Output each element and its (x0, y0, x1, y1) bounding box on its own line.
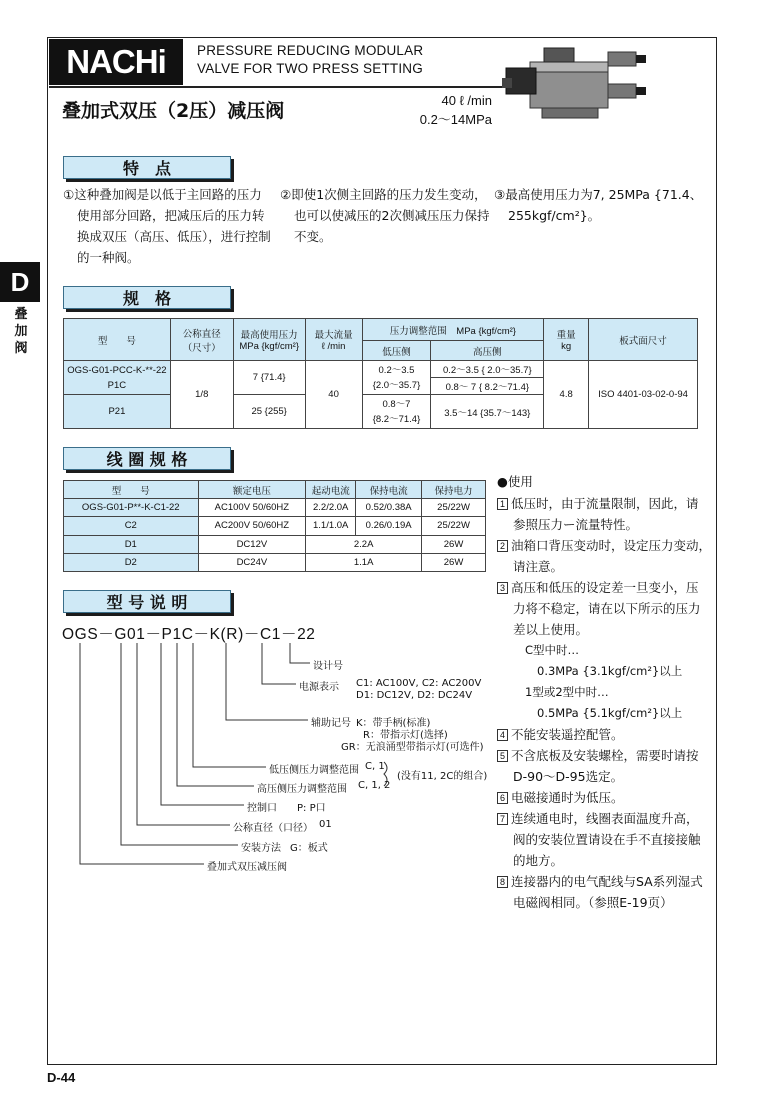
spec-row2-low: 0.8～7 {8.2～71.4} (362, 395, 431, 429)
model-code-string: OGS－G01－P1C－K(R)－C1－22 (62, 626, 316, 643)
coil-row-voltage: AC200V 50/60HZ (198, 517, 306, 535)
coil-row-model: C2 (64, 517, 199, 535)
legend-aux-gr: GR：无浪涌型带指示灯(可选件) (341, 742, 484, 753)
en-title-line-1: PRESSURE REDUCING MODULAR (197, 43, 424, 58)
spec-header-nominal: 公称直径 （尺寸） (170, 319, 233, 361)
coil-row-model: OGS-G01-P**-K-C1-22 (64, 499, 199, 517)
spec-row2-high: 3.5～14 {35.7～143} (431, 395, 544, 429)
coil-row-hold-power: 26W (422, 553, 486, 571)
legend-design: 设计号 (313, 661, 343, 672)
en-title-line-2: VALVE FOR TWO PRESS SETTING (197, 61, 423, 76)
legend-aux-k: K：带手柄(标准) (356, 718, 431, 729)
legend-power-values-1: C1: AC100V, C2: AC200V (356, 678, 482, 689)
legend-port: 控制口 (247, 803, 277, 814)
valve-product-image (500, 44, 650, 122)
coil-header-hold-current: 保持电流 (356, 481, 422, 499)
coil-header-hold-power: 保持电力 (422, 481, 486, 499)
coil-row-current: 2.2A (306, 535, 422, 553)
legend-mount-value: G：板式 (290, 843, 328, 854)
spec-header-max-flow: 最大流量 ℓ /min (305, 319, 362, 361)
feature-item-2: ②即使1次侧主回路的压力发生变动， 也可以使减压的2次侧减压压力保持 不变。 (280, 187, 490, 244)
spec-row1-low: 0.2～3.5 {2.0～35.7} (362, 361, 431, 395)
legend-power-values-2: D1: DC12V, D2: DC24V (356, 690, 473, 701)
spec-header-adjust-range: 压力调整范围 MPa {kgf/cm²} (362, 319, 544, 341)
coil-row-start-current: 2.2/2.0A (306, 499, 356, 517)
spec-row2-maxp: 25 {255} (233, 395, 305, 429)
spec-nominal: 1/8 (170, 361, 233, 429)
usage-note-6: 6 电磁接通时为低压。 (497, 787, 624, 808)
legend-combination-note: (没有11, 2C的组合) (397, 771, 488, 782)
legend-aux-r: R：带指示灯(选择) (363, 730, 448, 741)
usage-note-3: 3 高压和低压的设定差一旦变小，压 力将不稳定，请在以下所示的压力 差以上使用。 C型中时… 0.3MPa {3.1kgf/cm²}以上 1型或2型中时… 0.5MPa {5.1kgf/cm²}以上 (497, 577, 701, 724)
legend-nominal: 公称直径（口径） (233, 823, 313, 834)
coil-header-start-current: 起动电流 (306, 481, 356, 499)
coil-row-model: D1 (64, 535, 199, 553)
coil-row-hold-power: 25/22W (422, 517, 486, 535)
coil-header-model: 型 号 (64, 481, 199, 499)
spec-maxflow: 40 (305, 361, 362, 429)
nachi-logo: NACHi (49, 39, 183, 85)
coil-row-voltage: DC24V (198, 553, 306, 571)
spec-header-low: 低压侧 (362, 341, 431, 361)
spec-header-face: 板式面尺寸 (589, 319, 698, 361)
page-number: D-44 (47, 1070, 76, 1085)
usage-note-8: 8 连接器内的电气配线与SA系列湿式 电磁阀相同。（参照E-19页） (497, 871, 703, 913)
usage-title: ●使用 (497, 474, 533, 489)
legend-port-value: P: P口 (297, 803, 326, 814)
coil-row-hold-power: 26W (422, 535, 486, 553)
legend-aux: 辅助记号 (311, 718, 351, 729)
coil-row-hold-current: 0.52/0.38A (356, 499, 422, 517)
usage-note-5: 5 不含底板及安装螺栓，需要时请按 D-90～D-95选定。 (497, 745, 699, 787)
legend-high-range-values: C, 1, 2 (358, 780, 391, 791)
section-tab-label: 叠加阀 (14, 307, 28, 356)
spec-row1-high-b: 0.8～ 7 { 8.2～71.4} (431, 378, 544, 395)
feature-item-1: ①这种叠加阀是以低于主回路的压力 使用部分回路，把减压后的压力转 换成双压（高压、低压），进行控制 的一种阀。 (63, 187, 271, 265)
coil-row-model: D2 (64, 553, 199, 571)
usage-note-4: 4 不能安装遥控配管。 (497, 724, 624, 745)
cn-title: 叠加式双压（2压）减压阀 (62, 100, 285, 122)
pressure-spec: 0.2～14MPa (419, 112, 492, 127)
legend-power: 电源表示 (299, 682, 339, 693)
coil-row-voltage: AC100V 50/60HZ (198, 499, 306, 517)
spec-face: ISO 4401-03-02-0-94 (589, 361, 698, 429)
spec-row1-high-a: 0.2～3.5 { 2.0～35.7} (431, 361, 544, 378)
model-code-heading: 型 号 说 明 (63, 590, 231, 613)
specs-heading: 规 格 (63, 286, 231, 309)
spec-row2-model: P21 (64, 395, 171, 429)
features-heading: 特 点 (63, 156, 231, 179)
legend-mount: 安装方法 (241, 843, 281, 854)
spec-row1-model: OGS-G01-PCC-K-**-22 P1C (64, 361, 171, 395)
coil-row-hold-current: 0.26/0.19A (356, 517, 422, 535)
spec-header-max-pressure: 最高使用压力 MPa {kgf/cm²} (233, 319, 305, 361)
coil-row-voltage: DC12V (198, 535, 306, 553)
spec-header-model: 型 号 (64, 319, 171, 361)
coil-heading: 线 圈 规 格 (63, 447, 231, 470)
usage-note-2: 2 油箱口背压变动时，设定压力变动， 请注意。 (497, 535, 711, 577)
legend-low-range-values: C, 1 (365, 761, 385, 772)
legend-nominal-value: 01 (319, 819, 332, 830)
feature-item-3: ③最高使用压力为7, 25MPa {71.4、 255kgf/cm²}。 (494, 187, 703, 223)
usage-note-1: 1 低压时，由于流量限制，因此，请 参照压力ー流量特性。 (497, 493, 699, 535)
spec-header-high: 高压侧 (431, 341, 544, 361)
spec-weight: 4.8 (544, 361, 589, 429)
spec-row1-maxp: 7 {71.4} (233, 361, 305, 395)
coil-header-voltage: 额定电压 (198, 481, 306, 499)
spec-header-weight: 重量 kg (544, 319, 589, 361)
flow-spec: 40 ℓ /min (441, 93, 492, 108)
usage-note-7: 7 连续通电时，线圈表面温度升高， 阀的安装位置请设在手不直接接触 的地方。 (497, 808, 701, 871)
coil-row-start-current: 1.1/1.0A (306, 517, 356, 535)
legend-high-range: 高压侧压力调整范围 (257, 784, 347, 795)
legend-low-range: 低压侧压力调整范围 (269, 765, 359, 776)
coil-row-current: 1.1A (306, 553, 422, 571)
coil-row-hold-power: 25/22W (422, 499, 486, 517)
legend-kind: 叠加式双压减压阀 (207, 862, 287, 873)
section-tab-d: D (0, 262, 40, 302)
